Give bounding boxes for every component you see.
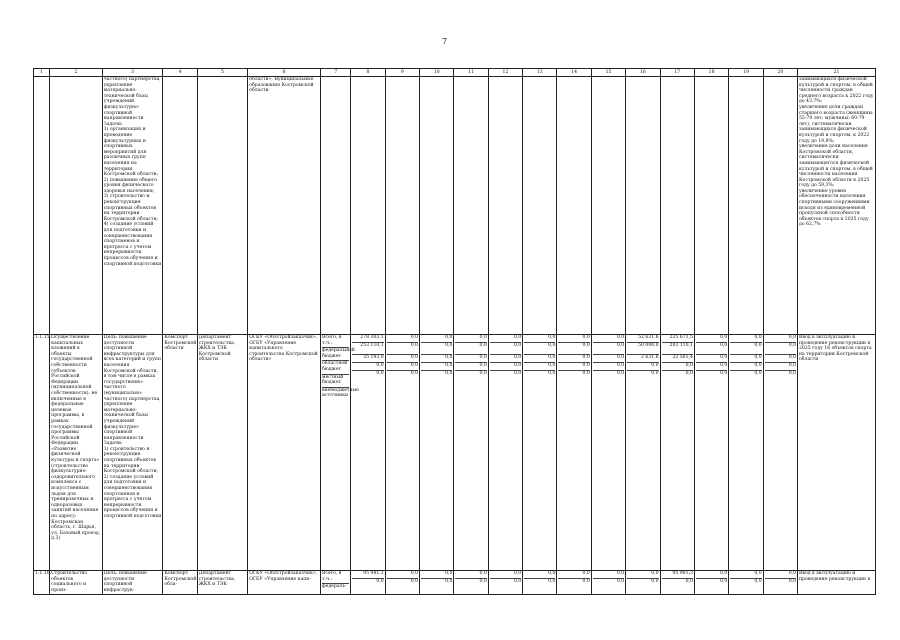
funding-amount-column <box>488 571 522 595</box>
funding-amount: 0,0 <box>788 335 796 340</box>
cont-goal: частного) партнерства, укрепление материально-технической базы учреждений физкультурно-спортивной направленности Задачи: 1) организация и проведение физкультурных и спортивных мероприятий для различных групп населения на территории Костромской области; 2) повышение общего уровня физического здоровья населения; 3) строительство и реконструкция спортивных объектов на территории Костромской области; 4) создание условий для подготовки и совершенствования спортсменов и прогресса с учетом непрерывности процессов обучения и спортивной подготовки <box>102 77 163 335</box>
funding-amount: 52 631,6 <box>638 335 659 340</box>
column-number: 11 <box>454 69 488 77</box>
responsible: Комспорт Костромской области <box>163 335 197 571</box>
funding-amount: 0,0 <box>662 578 693 589</box>
funding-amount: 0,0 <box>719 571 728 576</box>
funding-source-label: местный бюджет <box>322 374 349 386</box>
funding-amount: 0,0 <box>558 370 589 385</box>
funding-amount: 0,0 <box>558 354 589 361</box>
funding-amount: 0,0 <box>524 370 555 385</box>
funding-amount: 0,0 <box>696 354 727 361</box>
funding-amount: 0,0 <box>387 354 418 361</box>
column-number: 4 <box>163 69 197 77</box>
cont-c5 <box>197 77 248 335</box>
funding-amount: 0,0 <box>582 335 590 340</box>
funding-amount: 0,0 <box>593 370 624 385</box>
funding-amount: 0,0 <box>616 335 625 340</box>
funding-amount: 0,0 <box>558 342 589 353</box>
program-table <box>33 68 876 595</box>
responsible: Комспорт Костромской обла- <box>163 571 197 595</box>
funding-amount: 0,0 <box>662 362 693 369</box>
column-number: 20 <box>763 69 797 77</box>
funding-amount: 0,0 <box>387 370 418 385</box>
funding-amount: 0,0 <box>524 362 555 369</box>
column-number: 14 <box>557 69 591 77</box>
funding-amount: 0,0 <box>662 370 693 385</box>
funding-amount-column <box>454 335 488 571</box>
column-number: 5 <box>197 69 248 77</box>
funding-amount: 0,0 <box>490 354 521 361</box>
funding-amount-column <box>420 335 454 571</box>
funding-amount-column <box>385 571 419 595</box>
funding-amount: 0,0 <box>513 335 522 340</box>
funding-amount: 278 303,1 <box>360 335 384 340</box>
funding-source-label: Всего, в т.ч.: <box>322 335 342 346</box>
funding-source-label: внебюджетные источники <box>322 387 349 402</box>
funding-amount: 0,0 <box>490 362 521 369</box>
funding-amount-column <box>660 335 694 571</box>
column-number: 3 <box>102 69 163 77</box>
funding-source-label: федераль- <box>322 583 349 594</box>
funding-amount-column <box>420 571 454 595</box>
funding-amount: 0,0 <box>352 578 383 589</box>
funding-amount: 0,0 <box>387 362 418 369</box>
funding-amount: 0,0 <box>490 342 521 353</box>
row-number: 1.1.16. <box>34 571 50 595</box>
funding-amount: 0,0 <box>421 578 452 589</box>
funding-amount: 0,0 <box>627 362 658 369</box>
funding-amount: 0,0 <box>445 571 453 576</box>
funding-amount: 0,0 <box>696 370 727 385</box>
funding-amount-column <box>523 571 557 595</box>
funding-amount: 0,0 <box>558 578 589 589</box>
funding-amount: 0,0 <box>719 335 728 340</box>
funding-amount-column <box>523 335 557 571</box>
funding-sources <box>321 571 351 595</box>
funding-amount: 0,0 <box>524 578 555 589</box>
funding-amount: 95 981,3 <box>672 571 693 576</box>
funding-amount: 0,0 <box>455 370 486 385</box>
funding-amount: 0,0 <box>696 362 727 369</box>
funding-amount: 253 110,1 <box>352 342 383 353</box>
funding-amount: 0,0 <box>421 342 452 353</box>
funding-amount: 203 110,1 <box>662 342 693 353</box>
funding-amount: 0,0 <box>455 578 486 589</box>
funding-amount-column <box>557 335 591 571</box>
funding-amount-column <box>626 571 660 595</box>
funding-amount: 0,0 <box>765 354 796 361</box>
page-number: 7 <box>442 37 448 46</box>
funding-amount: 0,0 <box>765 342 796 353</box>
funding-amount: 0,0 <box>627 370 658 385</box>
event-name: Строительство объектов социального и произ- <box>50 571 103 595</box>
funding-amount: 0,0 <box>593 578 624 589</box>
participants: ОГКУ «Облстройзаказчик», ОГБУ «Управление капитального строительства Костромской области» <box>248 335 321 571</box>
funding-amount: 0,0 <box>410 571 419 576</box>
funding-amount: 25 193,0 <box>352 354 383 361</box>
funding-amount: 0,0 <box>730 578 761 589</box>
column-number: 1 <box>34 69 50 77</box>
co-executor: Департамент строительства, ЖКХ и ТЭК <box>197 571 248 595</box>
funding-amount: 0,0 <box>765 370 796 385</box>
funding-amount: 0,0 <box>479 335 487 340</box>
funding-amount: 0,0 <box>765 362 796 369</box>
funding-amount: 0,0 <box>616 571 625 576</box>
funding-amount: 0,0 <box>593 354 624 361</box>
funding-amount-column <box>660 571 694 595</box>
funding-amount: 0,0 <box>754 571 762 576</box>
funding-amount: 0,0 <box>765 578 796 589</box>
continuation-row <box>34 77 876 335</box>
funding-amount: 0,0 <box>421 354 452 361</box>
funding-amount: 0,0 <box>490 370 521 385</box>
funding-amount-column <box>694 335 728 571</box>
column-number: 8 <box>351 69 385 77</box>
funding-amount: 0,0 <box>352 370 383 385</box>
funding-amount: 50 000,0 <box>627 342 658 353</box>
funding-source-label: Всего, в т.ч.: <box>322 571 342 582</box>
expected-result: Ввод в эксплуатацию и проведение реконструкции к 2025 году 16 объектов спорта на территории Костромской области <box>798 335 876 571</box>
column-number: 13 <box>523 69 557 77</box>
funding-amount: 0,0 <box>730 354 761 361</box>
funding-amount-column <box>557 571 591 595</box>
funding-amount: 0,0 <box>730 362 761 369</box>
funding-amount-column <box>694 571 728 595</box>
column-number-row <box>34 69 876 77</box>
funding-amount-column <box>626 335 660 571</box>
funding-sources <box>321 335 359 571</box>
funding-amount: 0,0 <box>410 335 419 340</box>
funding-source-label: федеральный бюджет <box>322 348 355 359</box>
funding-amount-column <box>591 571 625 595</box>
column-number: 9 <box>385 69 419 77</box>
funding-amount: 0,0 <box>730 370 761 385</box>
funding-amount: 0,0 <box>455 342 486 353</box>
funding-amount: 0,0 <box>593 342 624 353</box>
cont-c4 <box>163 77 197 335</box>
funding-amount: 0,0 <box>651 571 659 576</box>
funding-source-label: областной бюджет <box>322 360 349 372</box>
funding-amount: 0,0 <box>445 335 453 340</box>
funding-amount: 95 981,3 <box>363 571 384 576</box>
funding-amount: 2 631,6 <box>627 354 658 361</box>
funding-amount-column <box>763 335 797 571</box>
funding-amount: 0,0 <box>696 342 727 353</box>
column-number: 18 <box>694 69 728 77</box>
funding-amount-column <box>591 335 625 571</box>
funding-amount: 0,0 <box>490 578 521 589</box>
funding-amount: 0,0 <box>548 335 556 340</box>
funding-amount: 0,0 <box>524 354 555 361</box>
cont-c2 <box>50 77 103 335</box>
funding-amount: 0,0 <box>524 342 555 353</box>
column-number: 17 <box>660 69 694 77</box>
column-number: 16 <box>626 69 660 77</box>
participants: ОГКУ «Облстройзаказчик», ОГБУ «Управление капи- <box>248 571 321 595</box>
funding-amount-column <box>488 335 522 571</box>
funding-amount: 0,0 <box>582 571 590 576</box>
funding-amount: 0,0 <box>754 335 762 340</box>
funding-amount: 22 561,4 <box>662 354 693 361</box>
column-number: 21 <box>798 69 876 77</box>
funding-amount: 0,0 <box>513 571 522 576</box>
funding-amount: 0,0 <box>593 362 624 369</box>
funding-amount: 0,0 <box>730 342 761 353</box>
funding-amount: 0,0 <box>479 571 487 576</box>
event-goal: Цель: повышение доступности спортивной инфраструк- <box>102 571 163 595</box>
column-number: 6 <box>248 69 321 77</box>
row-number: 1.1.15. <box>34 335 50 571</box>
funding-amount-column <box>351 571 385 595</box>
cont-c7 <box>321 77 351 335</box>
funding-amount: 0,0 <box>558 362 589 369</box>
funding-amount-column <box>729 335 763 571</box>
column-number: 2 <box>50 69 103 77</box>
funding-amount: 0,0 <box>352 362 383 369</box>
cont-indicators: занимающихся физической культурой и спортом, в общей численности граждан среднего возраста к 2022 году до 43,7%; увеличение доли граждан старшего возраста (женщины: 55-79 лет; мужчины: 60-79 лет), систематически занимающихся физической культурой и спортом, к 2022 году до 19,8%; увеличение доли населения Костромской области, систематически занимающегося физической культурой и спортом, в общей численности населения Костромской области к 2025 году до 59,3%; увеличение уровня обеспеченности населения спортивными сооружениями исходя из единовременной пропускной способности объектов спорта к 2025 году до 62,7% <box>798 77 876 335</box>
column-number: 15 <box>591 69 625 77</box>
funding-amount-column <box>763 571 797 595</box>
column-number: 12 <box>488 69 522 77</box>
row-1-1-16 <box>34 571 876 595</box>
column-number: 7 <box>321 69 351 77</box>
funding-amount: 0,0 <box>387 578 418 589</box>
row-1-1-15 <box>34 335 876 571</box>
co-executor: Департамент строительства, ЖКХ и ТЭК Костромской области <box>197 335 248 571</box>
funding-amount: 0,0 <box>421 370 452 385</box>
event-goal: Цель: повышение доступности спортивной инфраструктуры для всех категорий и групп населения Костромской области, в том числе в рамках государственно-частного (муниципально-частного) партнерства, укрепление материально-технической базы учреждений физкультурно-спортивной направленности Задачи: 1) строительство и реконструкция спортивных объектов на территории Костромской области; 2) создание условий для подготовки и совершенствования спортсменов и прогресса с учетом непрерывности процессов обучения и спортивной подготовки <box>102 335 163 571</box>
funding-amount: 0,0 <box>455 362 486 369</box>
funding-amount: 0,0 <box>548 571 556 576</box>
funding-amount-column <box>385 335 419 571</box>
funding-amount: 0,0 <box>696 578 727 589</box>
funding-amount: 0,0 <box>788 571 796 576</box>
funding-amount-column <box>729 571 763 595</box>
funding-amount: 225 671,5 <box>669 335 693 340</box>
funding-amount: 0,0 <box>421 362 452 369</box>
column-number: 19 <box>729 69 763 77</box>
funding-amount: 0,0 <box>455 354 486 361</box>
expected-result: Ввод в эксплуатацию и проведение реконструкции к <box>798 571 876 595</box>
funding-amount: 0,0 <box>387 342 418 353</box>
funding-amount: 0,0 <box>627 578 658 589</box>
funding-amount-column <box>351 335 385 571</box>
event-name: Осуществление капитальных вложений в объекты государственной собственности субъектов Российской Федерации (муниципальной собственности), не включенные в федеральные целевые программы, в рамках государственной программы Российской Федерации «Развитие физической культуры и спорта» (строительство физкультурно-оздоровительного комплекса с искусственным льдом для тренировочных и одноразовых занятий населения по адресу: Костромская область, г. Шарья, ул. Базовый проезд, д.3) <box>50 335 103 571</box>
column-number: 10 <box>420 69 454 77</box>
cont-executors: области», муниципальные образования Костромской области <box>248 77 321 335</box>
cont-c1 <box>34 77 50 335</box>
funding-amount-column <box>454 571 488 595</box>
